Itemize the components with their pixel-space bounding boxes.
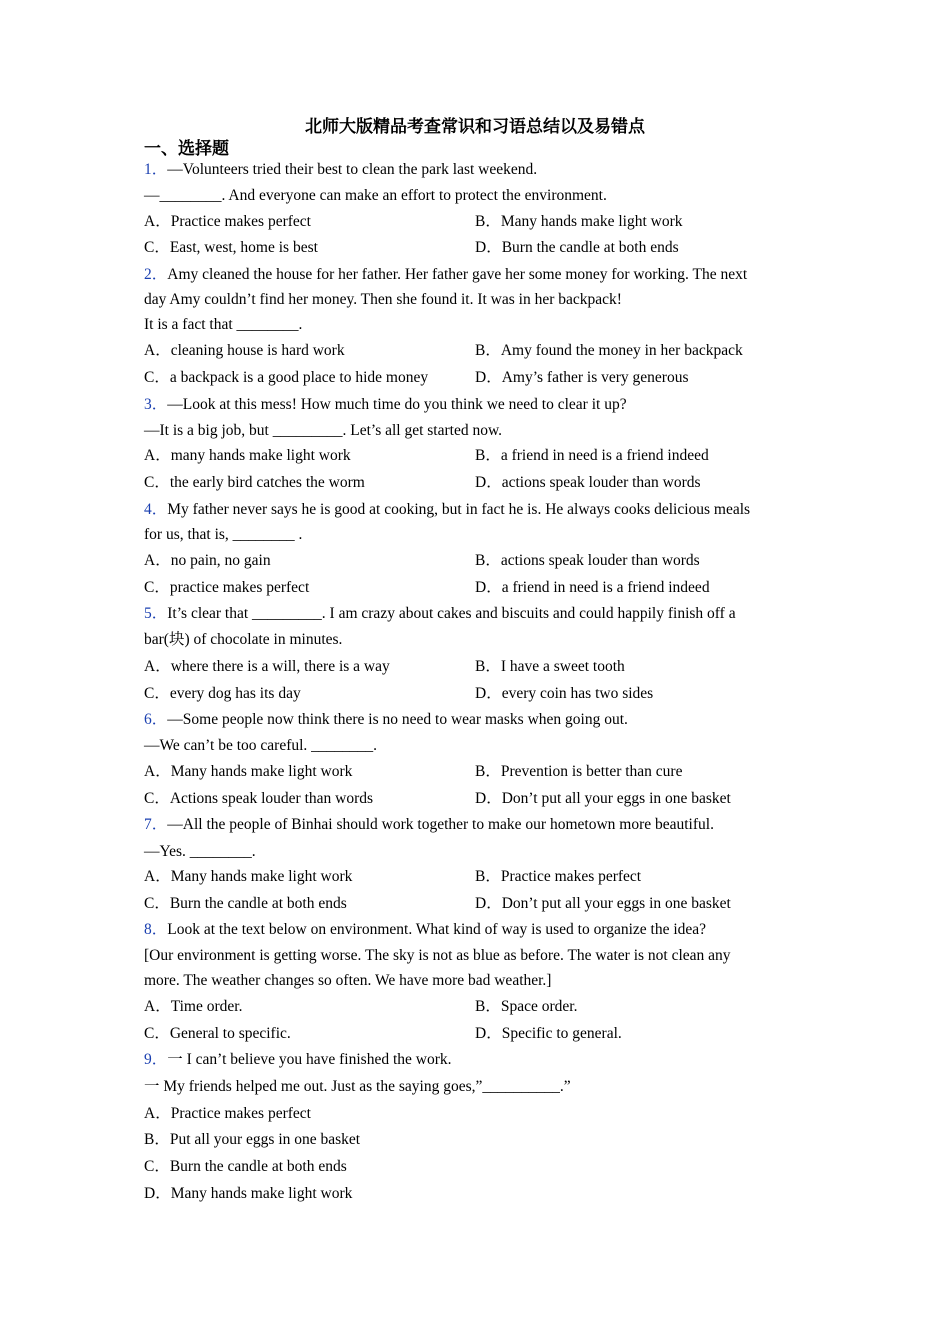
question-2-option-d: D．Amy’s father is very generous — [475, 369, 689, 386]
question-4-option-d: D．a friend in need is a friend indeed — [475, 579, 710, 596]
question-6-dialogue: —We can’t be too careful. ________. — [144, 737, 378, 754]
question-1-option-a: A．Practice makes perfect — [144, 213, 311, 230]
question-number: 8． — [144, 921, 168, 938]
question-9-option-c: C．Burn the candle at both ends — [144, 1158, 347, 1175]
question-9-stem: 9．一 I can’t believe you have finished the work. — [144, 1051, 452, 1068]
question-3-option-b: B．a friend in need is a friend indeed — [475, 447, 709, 464]
question-number: 6． — [144, 711, 168, 728]
question-5-option-d: D．every coin has two sides — [475, 685, 654, 702]
question-number: 5． — [144, 605, 168, 622]
question-6-stem: 6．—Some people now think there is no need to wear masks when going out. — [144, 711, 628, 728]
question-2-stem: 2．Amy cleaned the house for her father. Her father gave her some money for working. The next — [144, 266, 748, 283]
question-3-option-d: D．actions speak louder than words — [475, 474, 701, 491]
question-8-option-c: C．General to specific. — [144, 1025, 291, 1042]
question-2-option-b: B．Amy found the money in her backpack — [475, 342, 743, 359]
question-4-option-b: B．actions speak louder than words — [475, 552, 700, 569]
question-7-option-b: B．Practice makes perfect — [475, 868, 642, 885]
question-1-option-b: B．Many hands make light work — [475, 213, 683, 230]
question-9-option-d: D．Many hands make light work — [144, 1185, 353, 1202]
question-3-stem: 3．—Look at this mess! How much time do you think we need to clear it up? — [144, 396, 627, 413]
question-6-option-d: D．Don’t put all your eggs in one basket — [475, 790, 731, 807]
question-7-option-d: D．Don’t put all your eggs in one basket — [475, 895, 731, 912]
question-8-stem: 8．Look at the text below on environment. What kind of way is used to organize the idea? — [144, 921, 707, 938]
section-heading: 一、选择题 — [144, 139, 229, 159]
question-3-option-c: C．the early bird catches the worm — [144, 474, 365, 491]
question-number: 1． — [144, 161, 168, 178]
question-7-stem: 7．—All the people of Binhai should work together to make our hometown more beautiful. — [144, 816, 714, 833]
question-number: 7． — [144, 816, 168, 833]
question-4-option-a: A．no pain, no gain — [144, 552, 271, 569]
question-3-dialogue: —It is a big job, but _________. Let’s all get started now. — [144, 422, 503, 439]
question-8-option-a: A．Time order. — [144, 998, 243, 1015]
question-6-option-c: C．Actions speak louder than words — [144, 790, 374, 807]
question-5-option-a: A．where there is a will, there is a way — [144, 658, 390, 675]
question-4-stem: 4．My father never says he is good at cooking, but in fact he is. He always cooks delicious meals — [144, 501, 751, 518]
question-1-option-d: D．Burn the candle at both ends — [475, 239, 679, 256]
question-3-option-a: A．many hands make light work — [144, 447, 351, 464]
question-1-stem: 1．—Volunteers tried their best to clean the park last weekend. — [144, 161, 538, 178]
question-2-option-c: C．a backpack is a good place to hide money — [144, 369, 429, 386]
question-5-stem: 5．It’s clear that _________. I am crazy about cakes and biscuits and could happily finish off a — [144, 605, 736, 622]
question-9-option-b: B．Put all your eggs in one basket — [144, 1131, 361, 1148]
question-number: 3． — [144, 396, 168, 413]
question-7-option-a: A．Many hands make light work — [144, 868, 353, 885]
question-number: 4． — [144, 501, 168, 518]
question-5-option-c: C．every dog has its day — [144, 685, 301, 702]
question-2-line-2: day Amy couldn’t find her money. Then she found it. It was in her backpack! — [144, 291, 622, 308]
question-6-option-b: B．Prevention is better than cure — [475, 763, 683, 780]
question-7-dialogue: —Yes. ________. — [144, 843, 256, 860]
question-9-dialogue: 一 My friends helped me out. Just as the saying goes,”__________.” — [144, 1078, 571, 1095]
page-title: 北师大版精品考查常识和习语总结以及易错点 — [305, 117, 645, 137]
question-1-dialogue: —________. And everyone can make an effort to protect the environment. — [144, 187, 607, 204]
question-8-passage-line-2: more. The weather changes so often. We have more bad weather.] — [144, 972, 552, 989]
question-5-option-b: B．I have a sweet tooth — [475, 658, 625, 675]
question-5-line-2: bar(块) of chocolate in minutes. — [144, 631, 343, 648]
question-8-option-b: B．Space order. — [475, 998, 578, 1015]
question-8-passage-line-1: [Our environment is getting worse. The sky is not as blue as before. The water is not clean any — [144, 947, 731, 964]
question-number: 9． — [144, 1051, 168, 1068]
question-2-option-a: A．cleaning house is hard work — [144, 342, 345, 359]
question-number: 2． — [144, 266, 168, 283]
question-6-option-a: A．Many hands make light work — [144, 763, 353, 780]
question-9-option-a: A．Practice makes perfect — [144, 1105, 311, 1122]
question-4-line-2: for us, that is, ________ . — [144, 526, 303, 543]
question-2-line-3: It is a fact that ________. — [144, 316, 303, 333]
question-8-option-d: D．Specific to general. — [475, 1025, 622, 1042]
question-7-option-c: C．Burn the candle at both ends — [144, 895, 347, 912]
question-4-option-c: C．practice makes perfect — [144, 579, 310, 596]
question-1-option-c: C．East, west, home is best — [144, 239, 318, 256]
